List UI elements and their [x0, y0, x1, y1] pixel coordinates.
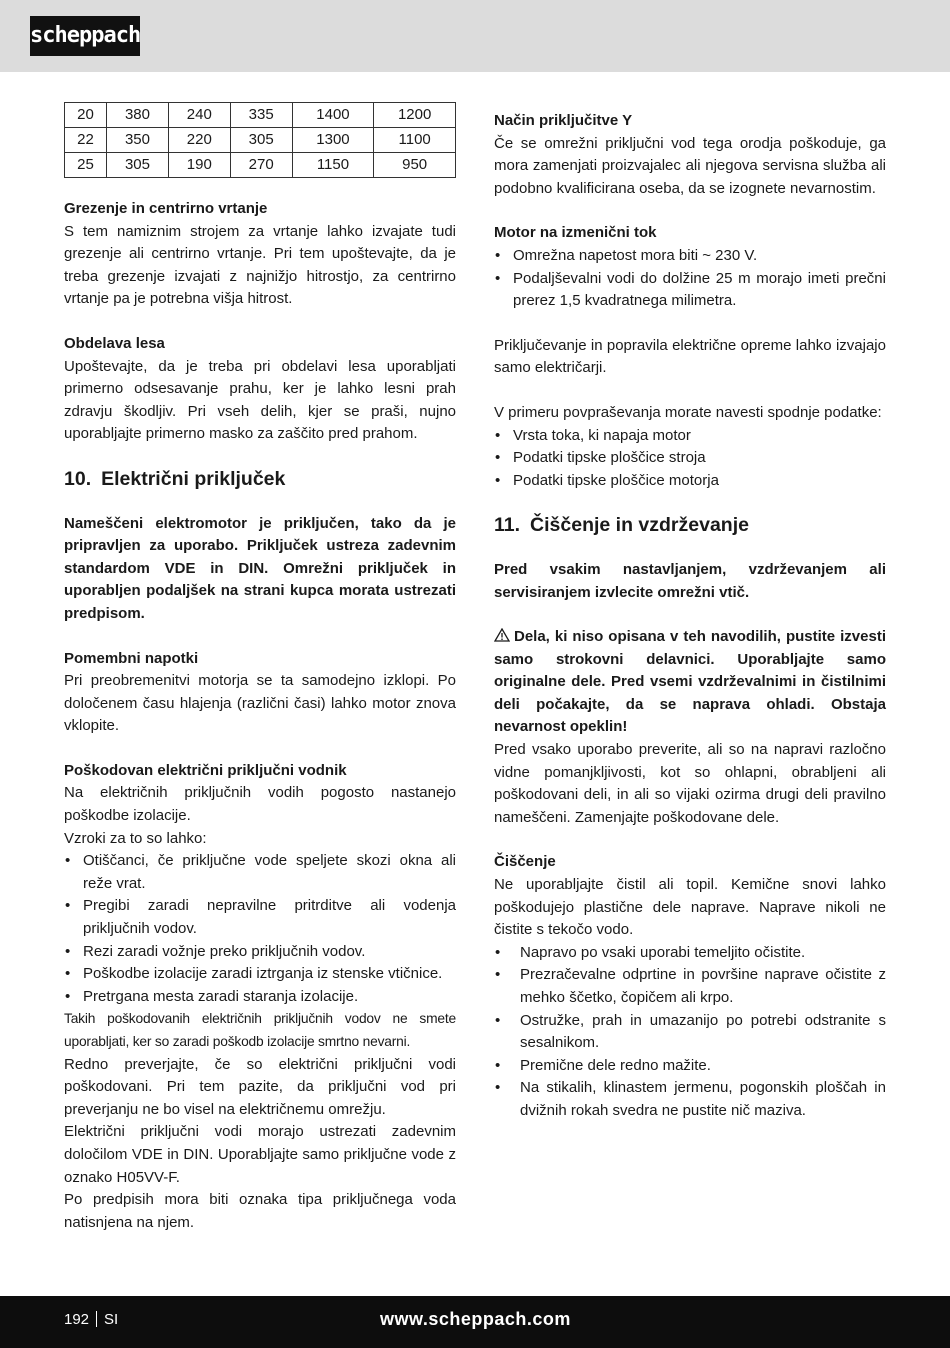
wood-text: Upoštevajte, da je treba pri obdelavi lesa uporabljati primerno odsesavanje prahu, ker je lahko lesni prah zdravju škodljiv. Pri vseh delih, kjer se praši, nujno uporabljajte primerno masko za zaščito pred prahom. [64, 357, 456, 443]
inspect-text: Pred vsako uporabo preverite, ali so na napravi razločno vidne pomanjkljivosti, kot so ohlapni, obrabljeni ali poškodovani deli, in ali so vijaki ozirma drugi deli pravilno nameščeni. Zamenjajte poškodovane dele. [494, 741, 886, 826]
table-row [65, 128, 456, 153]
list-item: • Podatki tipske ploščice stroja [494, 447, 886, 470]
unplug-warning: Pred vsakim nastavljanjem, vzdrževanjem ali servisiranjem izvlecite omrežni vtič. [494, 560, 886, 601]
warning-icon [494, 628, 510, 642]
section-11-label: Čiščenje in vzdrževanje [530, 514, 749, 537]
list-item: • Ostružke, prah in umazanijo po potrebi odstranite s sesalnikom. [494, 1010, 886, 1055]
table-cell: 305 [107, 153, 169, 178]
cleaning-list [494, 942, 886, 1123]
cleaning-section [494, 851, 886, 1122]
section-10-title [64, 468, 456, 491]
table-cell: 220 [168, 128, 230, 153]
left-column [64, 102, 456, 1234]
table-cell: 1150 [292, 153, 374, 178]
page-separator [96, 1311, 97, 1327]
drilling-text: S tem namiznim strojem za vrtanje lahko izvajate tudi grezenje ali centrirno vrtanje. Pri tem upoštevajte, da je treba grezenje izvajati z najnižjo hitrostjo, za centrirno vrtanje pa je potrebna višja hitrost. [64, 222, 456, 308]
section-11-title [494, 514, 886, 537]
cable-text-5: Električni priključni vodi morajo ustrezati zadevnim določilom VDE in DIN. Uporabljajte samo priključne vode z oznako H05VV-F. [64, 1123, 456, 1186]
electricians-text: Priključevanje in popravila električne opreme lahko izvajajo samo električarji. [494, 336, 886, 377]
drilling-heading: Grezenje in centrirno vrtanje [64, 200, 268, 217]
section-10-number: 10. [64, 467, 92, 490]
table-cell: 950 [374, 153, 456, 178]
drilling-section [64, 198, 456, 311]
table-cell: 22 [65, 128, 107, 153]
electrical-intro: Nameščeni elektromotor je priključen, tako da je pripravljen za uporabo. Priključek ustreza zadevnim standardom VDE in DIN. Omrežni priključek in uporabljen podaljšek na strani kupca morata ustrezati predpisom. [64, 514, 456, 622]
table-cell: 1200 [374, 103, 456, 128]
section-11-number: 11. [494, 514, 521, 537]
page-number [64, 1311, 118, 1328]
cleaning-text: Ne uporabljajte čistil ali topil. Kemične snovi lahko poškodujejo plastične dele naprave. Naprave nikoli ne čistite s tekočo vodo. [494, 876, 886, 939]
list-item: • Premične dele redno mažite. [494, 1055, 886, 1078]
section-10-label: Električni priključek [101, 467, 286, 490]
table-cell: 20 [65, 103, 107, 128]
footer-bar [0, 1296, 950, 1348]
right-column [494, 110, 886, 1123]
notes-heading: Pomembni napotki [64, 649, 199, 667]
cable-text-4: Redno preverjajte, če so električni priključni vodi poškodovani. Pri tem pazite, da priključni vod pri preverjanju ne bo visel na električnemu omrežju. [64, 1055, 456, 1118]
table-cell: 380 [107, 103, 169, 128]
list-item: • Na stikalih, klinastem jermenu, pogonskih ploščah in dvižnih rokah svedra ne pustite nič maziva. [494, 1077, 886, 1122]
table-cell: 25 [65, 153, 107, 178]
wood-heading: Obdelava lesa [64, 334, 165, 352]
inquiry-text: V primeru povpraševanja morate navesti spodnje podatke: [494, 403, 882, 421]
cable-causes-list [64, 850, 456, 1008]
table-cell: 270 [230, 153, 292, 178]
language-code: SI [104, 1311, 119, 1328]
list-item: • Omrežna napetost mora biti ~ 230 V. [494, 245, 886, 268]
cable-heading: Poškodovan električni priključni vodnik [64, 761, 347, 779]
warning-text: Dela, ki niso opisana v teh navodilih, pustite izvesti samo strokovni delavnici. Uporabljajte samo originalne dele. Pred vsemi vzdrževalnimi in čistilnimi deli počakajte, da se naprava ohladi. Obstaja nevarnost opeklin! [494, 628, 886, 736]
wood-section [64, 333, 456, 446]
table-cell: 305 [230, 128, 292, 153]
cleaning-heading: Čiščenje [494, 853, 556, 871]
ac-motor-heading: Motor na izmenični tok [494, 224, 657, 242]
table-cell: 1400 [292, 103, 374, 128]
list-item: • Podaljševalni vodi do dolžine 25 m morajo imeti prečni prerez 1,5 kvadratnega milimetra. [494, 268, 886, 313]
cable-text-6: Po predpisih mora biti oznaka tipa priključnega voda natisnjena na njem. [64, 1191, 456, 1231]
y-connection-heading: Način priključitve Y [494, 112, 633, 129]
dimensions-table [64, 102, 456, 178]
cable-section [64, 760, 456, 1234]
cable-text-2: Vzroki za to so lahko: [64, 829, 207, 847]
list-item: • Podatki tipske ploščice motorja [494, 470, 886, 493]
list-item: • Otiščanci, če priključne vode speljete skozi okna ali reže vrat. [64, 850, 456, 895]
list-item: • Pretrgana mesta zaradi staranja izolacije. [64, 986, 456, 1009]
y-connection-text: Če se omrežni priključni vod tega orodja poškoduje, ga mora zamenjati proizvajalec ali njegova servisna služba ali podobno kvalificirana oseba, da se izognete nevarnostim. [494, 134, 886, 197]
notes-section [64, 648, 456, 738]
table-cell: 190 [168, 153, 230, 178]
table-cell: 1100 [374, 128, 456, 153]
list-item: • Napravo po vsaki uporabi temeljito očistite. [494, 942, 886, 965]
inquiry-section [494, 402, 886, 492]
table-cell: 240 [168, 103, 230, 128]
table-cell: 1300 [292, 128, 374, 153]
table-cell: 350 [107, 128, 169, 153]
list-item: • Poškodbe izolacije zaradi iztrganja iz stenske vtičnice. [64, 963, 456, 986]
ac-motor-section [494, 222, 886, 312]
maintenance-warning [494, 626, 886, 829]
notes-text: Pri preobremenitvi motorja se ta samodejno izklopi. Po določenem času hlajenja (različni časi) lahko motor znova vklopite. [64, 672, 456, 735]
header-bar [0, 0, 950, 72]
page-number-value: 192 [64, 1311, 90, 1328]
list-item: • Pregibi zaradi nepravilne pritrditve ali vodenja priključnih vodov. [64, 895, 456, 940]
ac-motor-list [494, 245, 886, 313]
list-item: • Prezračevalne odprtine in površine naprave očistite z mehko ščetko, čopičem ali krpo. [494, 964, 886, 1009]
y-connection-section [494, 110, 886, 200]
website-link[interactable]: www.scheppach.com [380, 1309, 571, 1329]
table-row [65, 103, 456, 128]
list-item: • Rezi zaradi vožnje preko priključnih vodov. [64, 941, 456, 964]
cable-text-1: Na električnih priključnih vodih pogosto nastanejo poškodbe izolacije. [64, 784, 456, 825]
brand-logo: scheppach [30, 16, 140, 56]
list-item: • Vrsta toka, ki napaja motor [494, 425, 886, 448]
table-row [65, 153, 456, 178]
cable-text-3: Takih poškodovanih električnih priključnih vodov ne smete uporabljati, ker so zaradi poškodb izolacije smrtno nevarni. [64, 1011, 456, 1049]
table-cell: 335 [230, 103, 292, 128]
inquiry-list [494, 425, 886, 493]
